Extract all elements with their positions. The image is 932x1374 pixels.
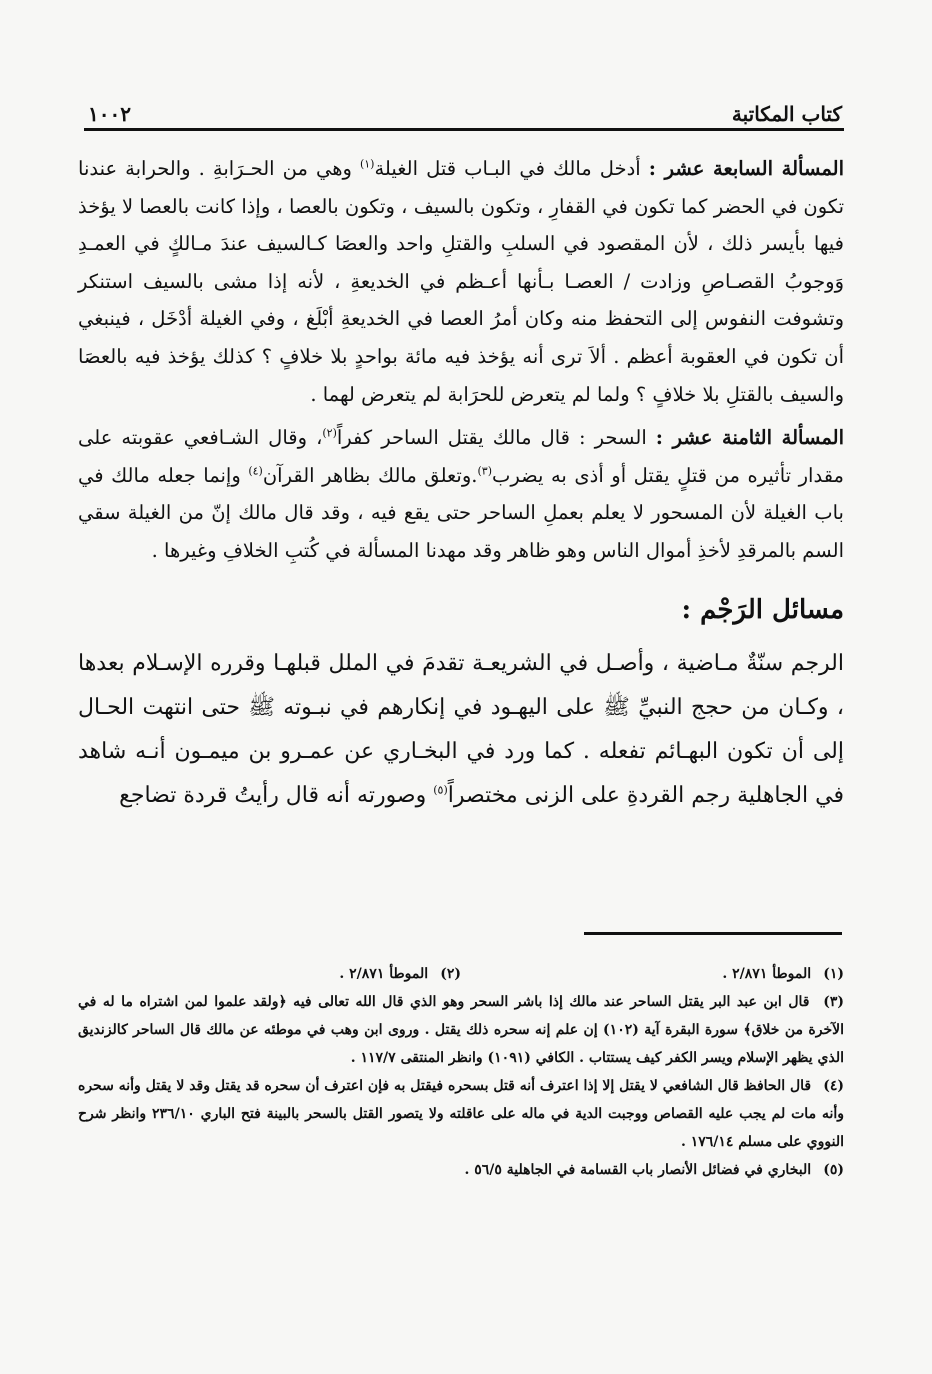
footnote-ref-5[interactable]: (٥) xyxy=(433,783,448,797)
issue-17-heading: المسألة السابعة عشر : xyxy=(648,157,844,180)
footnote-1 xyxy=(461,960,844,988)
footnote-text: البخاري في فضائل الأنصار باب القسامة في الجاهلية ٥٦/٥ . xyxy=(464,1162,812,1178)
footnote-divider xyxy=(584,932,842,935)
paragraph-text: وإنما جعله مالك في باب الغيلة لأن المسحور لا يعلم بعملِ الساحر حتى يقع فيه ، وقد قال مالك إنّ من الغيلة سقي السم بالمرقدِ لأخذِ أموال الناس وهو ظاهر وقد مهدنا المسألة في كُتبِ الخلافِ وغيرها . xyxy=(78,463,844,562)
section-title-rajm: مسائل الرَجْم : xyxy=(681,594,844,625)
paragraph-text: .وتعلق مالك بظاهر القرآن xyxy=(262,463,478,487)
paragraph-18 xyxy=(78,419,844,569)
footnote-ref-2[interactable]: (٢) xyxy=(322,426,337,440)
paragraph-17 xyxy=(78,150,844,413)
page-header xyxy=(88,92,842,126)
footnote-ref-4[interactable]: (٤) xyxy=(248,464,263,478)
paragraph-text: أدخل مالك في البـاب قتل الغيلة xyxy=(374,157,649,180)
paragraph-rajm xyxy=(78,642,844,818)
paragraph-text: السحر : قال مالك يقتل الساحر كفراً xyxy=(336,426,656,450)
footnote-text: الموطأ ٢/٨٧١ . xyxy=(339,966,429,982)
page-number: ١٠٠٢ xyxy=(88,102,131,126)
footnote-text: قال الحافظ قال الشافعي لا يقتل إلا إذا اعترف أنه قتل بسحره فيقتل به فإن اعترف أن سحره قد يقتل وقد لا يقتل وأنه سحره وأنه مات لم يجب عليه القصاص ووجبت الدية في ماله على عاقلته ولا يتصور القتل بالسحر بالبينة فتح الباري ٢٣٦/١٠ وانظر شرح النووي على مسلم ١٧٦/١٤ . xyxy=(78,1078,844,1150)
paragraph-text: وصورته أنه قال رأيتُ قردة تضاجع xyxy=(119,782,434,808)
footnote-number: (١) xyxy=(823,966,844,982)
footnote-number: (٤) xyxy=(823,1078,844,1094)
footnote-text: الموطأ ٢/٨٧١ . xyxy=(722,966,812,982)
paragraph-text: ، وقال الشـافعي عقوبته على مقدار تأثيره من قتلٍ يقتل أو أذى به يضرب xyxy=(78,426,845,487)
footnote-2 xyxy=(78,960,461,988)
footnote-row-1-2 xyxy=(78,960,844,988)
book-title: كتاب المكاتبة xyxy=(731,102,842,126)
footnote-4 xyxy=(78,1072,844,1156)
footnote-ref-1[interactable]: (١) xyxy=(359,157,375,171)
footnote-number: (٥) xyxy=(823,1162,844,1178)
main-text xyxy=(78,150,844,824)
footnote-number: (٢) xyxy=(440,966,461,982)
paragraph-text: وهي من الحـرَابةِ . والحرابة عندنا تكون في الحضر كما تكون في القفارِ ، وتكون بالسيف ، وتكون بالعصا ، وإذا كانت بالعصا لا يؤخذ فيها بأيسر ذلك ، لأن المقصود في السلبِ والقتلِ واحد والعصَا كـالسيف عندَ مـالكٍ في العمـدِ وَوجوبُ القصـاصِ وزادت / العصـا بـأنها أعـظم في الخديعةِ ، لأنه إذا مشى بالسيف استنكر وتشوفت النفوس إلى التحفظ منه وكان أمرُ العصا في الخديعةِ أبْلَغ ، وفي الغيلة أدْخَل ، فينبغي أن تكون في العقوبة أعظم . ألاَ ترى أنه يؤخذ فيه مائة بواحدٍ بلا خلافٍ ؟ كذلك يؤخذ فيه بالعصَا والسيف بالقتلِ بلا خلافٍ ؟ ولما لم يتعرض للحرَابة لم يتعرض لهما . xyxy=(78,157,844,406)
footnote-5 xyxy=(78,1156,844,1184)
footnote-ref-3[interactable]: (٣) xyxy=(477,464,492,478)
paragraph-text: الرجم سنّةٌ مـاضية ، وأصـل في الشريعـة تقدمَ في الملل قبلهـا وقرره الإسـلام بعدها ، وكـان من حجج النبيِّ ﷺ على اليهـود في إنكارهم في نبـوته ﷺ حتى انتهت الحـال إلى أن تكون البهـائم تفعله . كما ورد في البخـاري عن عمـرو بن ميمـون أنـه شاهد في الجاهلية رجم القردةِ على الزنى مختصراً xyxy=(78,650,844,808)
footnote-text: قال ابن عبد البر يقتل الساحر عند مالك إذا باشر السحر وهو الذي قال الله تعالى فيه ﴿ولقد علموا لمن اشتراه ما له في الآخرة من خلاق﴾ سورة البقرة آية (١٠٢) إن علم إنه سحره ذلك يقتل . وروى ابن وهب في موطئه عن مالك قال الساحر كالزنديق الذي يظهر الإسلام ويسر الكفر كيف يستتاب . الكافي (١٠٩١) وانظر المنتقى ١١٧/٧ . xyxy=(78,994,844,1066)
header-divider xyxy=(84,128,844,131)
footnote-3 xyxy=(78,988,844,1072)
footnotes xyxy=(78,960,844,1184)
footnote-number: (٣) xyxy=(823,994,844,1010)
issue-18-heading: المسألة الثامنة عشر : xyxy=(655,426,844,450)
